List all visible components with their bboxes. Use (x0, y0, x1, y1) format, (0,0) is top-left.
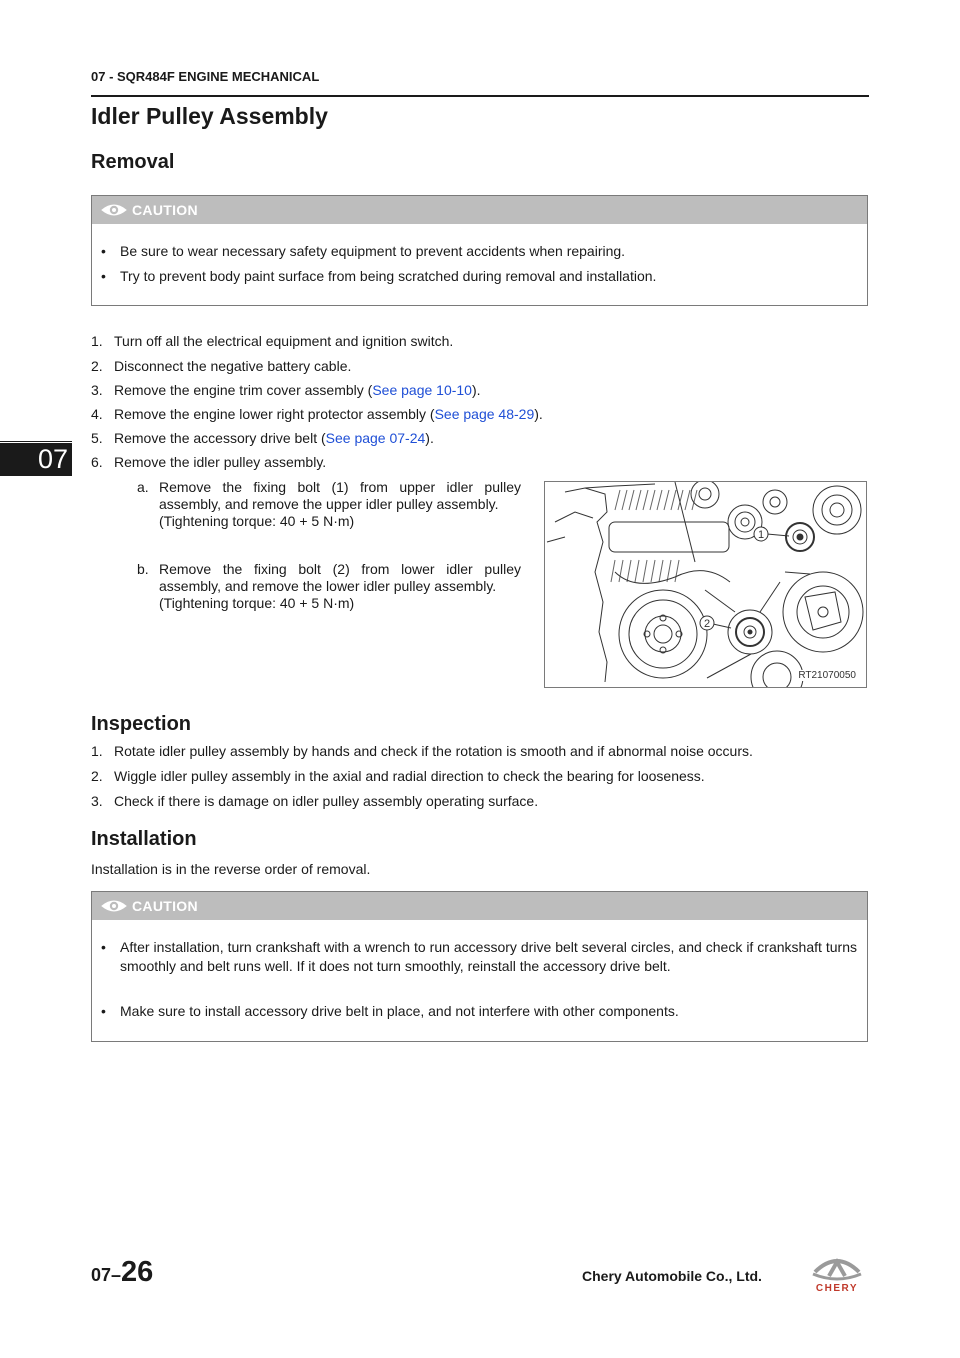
caution-label: CAUTION (132, 202, 198, 218)
chapter-side-tab: 07 (0, 443, 72, 476)
page-title: Idler Pulley Assembly (91, 103, 328, 129)
step-text: Wiggle idler pulley assembly in the axial and radial direction to check the bearing for looseness. (114, 768, 705, 784)
removal-step-2 (91, 357, 351, 376)
caution-header (92, 196, 867, 224)
step-text-after: ). (471, 382, 481, 398)
step-text: Remove the idler pulley assembly. (114, 454, 327, 470)
step-number: 2. (91, 768, 103, 784)
step-text-after: ). (534, 406, 543, 422)
installation-heading: Installation (91, 828, 197, 850)
caution-label: CAUTION (132, 898, 198, 914)
installation-caution-box (91, 891, 868, 1042)
caution-item: • Make sure to install accessory drive belt in place, and not interfere with other components. (120, 1002, 857, 1021)
removal-caution-box (91, 195, 868, 306)
step-text: Remove the engine trim cover assembly ( (114, 382, 373, 398)
removal-step-6 (91, 453, 326, 472)
substep-letter: a. (137, 479, 149, 495)
installation-intro: Installation is in the reverse order of removal. (91, 861, 371, 877)
step-number: 2. (91, 358, 103, 374)
step-number: 3. (91, 793, 103, 809)
inspection-step-3 (91, 792, 538, 811)
torque-spec: (Tightening torque: 40 + 5 N·m) (159, 513, 355, 529)
company-name: Chery Automobile Co., Ltd. (582, 1268, 762, 1284)
running-header: 07 - SQR484F ENGINE MECHANICAL (91, 69, 320, 84)
step-text: Disconnect the negative battery cable. (114, 358, 352, 374)
callout-2: 2 (703, 618, 711, 630)
inspection-step-1 (91, 742, 753, 761)
engine-front-illustration (545, 482, 867, 688)
figure-code: RT21070050 (798, 670, 856, 681)
page-reference-link[interactable]: See page 48-29 (434, 406, 535, 422)
caution-item: • Be sure to wear necessary safety equipment to prevent accidents when repairing. (120, 242, 857, 261)
substep-text: Remove the fixing bolt (1) from upper idler pulley assembly, and remove the upper idler pulley assembly. (159, 479, 521, 512)
side-tab-rule (0, 441, 72, 442)
eye-icon (101, 898, 127, 914)
page-number (91, 1256, 153, 1289)
removal-step-1 (91, 332, 453, 351)
substep-b (137, 561, 521, 612)
inspection-heading: Inspection (91, 713, 192, 735)
page-num: 26 (121, 1256, 154, 1288)
step-number: 4. (91, 406, 103, 422)
page-reference-link[interactable]: See page 10-10 (372, 382, 472, 398)
step-text: Check if there is damage on idler pulley assembly operating surface. (114, 793, 539, 809)
removal-step-5 (91, 429, 434, 448)
caution-item: • After installation, turn crankshaft with a wrench to run accessory drive belt several circles, and check if crankshaft turns smoothly and belt runs well. If it does not turn smoothly, reinstall the accessory drive belt. (120, 938, 857, 976)
header-rule (91, 95, 869, 97)
eye-icon (101, 202, 127, 218)
substep-a (137, 479, 521, 530)
substep-letter: b. (137, 561, 149, 577)
svg-text:CHERY: CHERY (815, 1283, 859, 1294)
step-number: 5. (91, 430, 103, 446)
removal-heading: Removal (91, 151, 175, 173)
callout-1: 1 (757, 529, 765, 541)
caution-header (92, 892, 867, 920)
step-text: Rotate idler pulley assembly by hands and check if the rotation is smooth and if abnormal noise occurs. (114, 743, 753, 759)
step-number: 3. (91, 382, 103, 398)
step-text: Turn off all the electrical equipment and ignition switch. (114, 333, 454, 349)
page-prefix: 07– (91, 1265, 122, 1285)
step-text: Remove the accessory drive belt ( (114, 430, 326, 446)
step-number: 6. (91, 454, 103, 470)
engine-pulley-figure (544, 481, 867, 688)
step-number: 1. (91, 743, 103, 759)
caution-item: • Try to prevent body paint surface from being scratched during removal and installation. (120, 267, 857, 286)
removal-step-3 (91, 381, 481, 400)
torque-spec: (Tightening torque: 40 + 5 N·m) (159, 595, 355, 611)
chery-logo-icon (805, 1254, 869, 1294)
substep-text: Remove the fixing bolt (2) from lower idler pulley assembly, and remove the lower idler pulley assembly. (159, 561, 521, 594)
step-text-after: ). (425, 430, 434, 446)
step-text: Remove the engine lower right protector assembly ( (114, 406, 435, 422)
step-number: 1. (91, 333, 103, 349)
removal-step-4 (91, 405, 543, 424)
page-reference-link[interactable]: See page 07-24 (325, 430, 426, 446)
inspection-step-2 (91, 767, 705, 786)
